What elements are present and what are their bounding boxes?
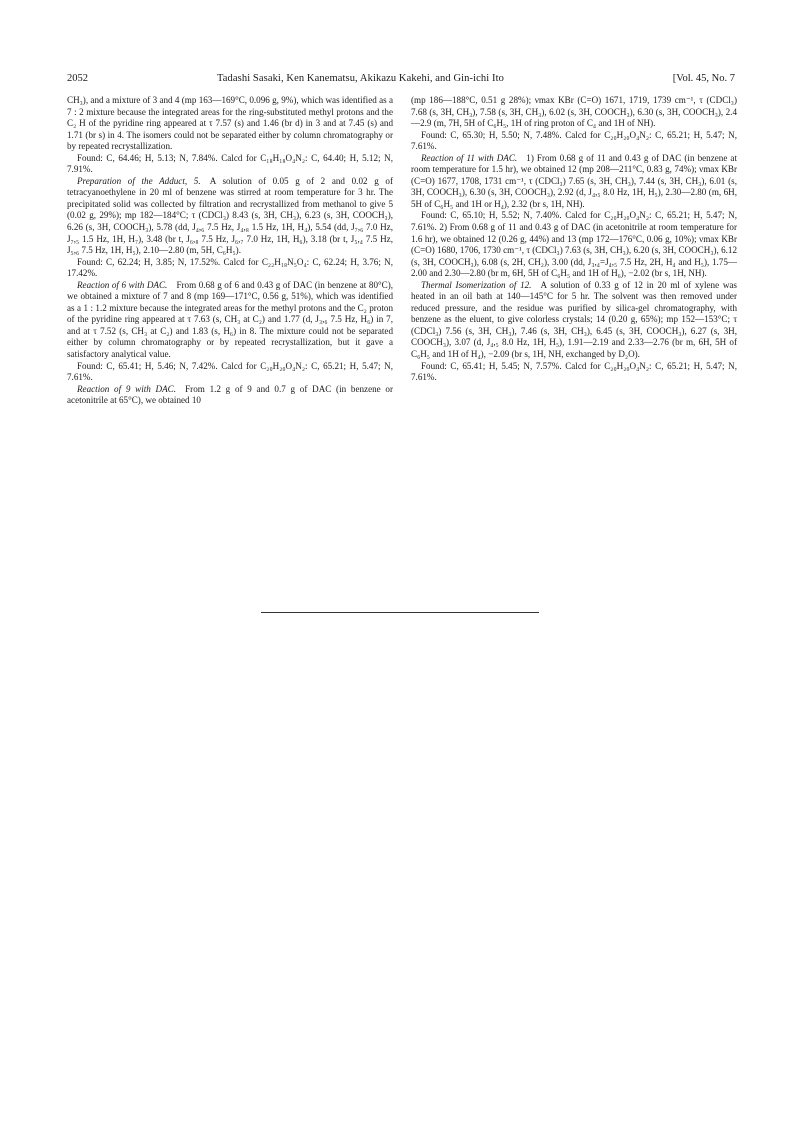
section-heading: Thermal Isomerization of 12. [421, 279, 532, 290]
paragraph-text: (mp 186—188°C, 0.51 g 28%); νmax KBr (C=O) 1671, 1719, 1739 cm⁻¹, τ (CDCl₃) 7.68 (s, 3H, CH₃), 7.58 (s, 3H, CH₃), 6.02 (s, 3H, COOCH₃), 6.30 (s, 3H, COOCH₃), 2.4—2.9 (m, 7H, 5H of C₆H₅, 1H of ring proton of C₄ and 1H of NH). [411, 95, 737, 129]
left-column [67, 95, 393, 407]
page-number: 2052 [67, 73, 88, 84]
paragraph-text: 1) From 0.68 g of 11 and 0.43 g of DAC (in benzene at room temperature for 1.5 hr), we obtained 12 (mp 208—211°C, 0.83 g, 74%); νmax KBr (C=O) 1677, 1708, 1731 cm⁻¹, τ (CDCl₃) 7.65 (s, 3H, CH₃), 7.44 (s, 3H, CH₃), 6.01 (s, 3H, COOCH₃), 6.30 (s, 3H, COOCH₃), 2.92 (d, J₄,₅ 8.0 Hz, 1H, H₅), 2.30—2.80 (m, 6H, 5H of C₆H₅ and 1H or H₄), 2.32 (br s, 1H, NH). [411, 152, 737, 209]
paragraph-text: From 1.2 g of 9 and 0.7 g of DAC (in benzene or acetonitrile at 65°C), we obtained 10 [67, 383, 393, 406]
section-heading: Preparation of the Adduct, 5. [77, 175, 201, 186]
section-heading: Reaction of 11 with DAC. [421, 152, 518, 163]
section-heading: Reaction of 9 with DAC. [77, 383, 177, 394]
end-rule [261, 612, 539, 613]
paragraph [67, 280, 393, 361]
paragraph [67, 361, 393, 384]
paragraph-text: Found: C, 65.30; H, 5.50; N, 7.48%. Calcd for C₂₀H₂₀O₄N₂: C, 65.21; H, 5.47; N, 7.61%. [411, 129, 737, 152]
paragraph [411, 361, 737, 384]
paragraph-text: A solution of 0.33 g of 12 in 20 ml of xylene was heated in an oil bath at 140—145°C for 5 hr. The solvent was then removed under reduced pressure, and the residue was purified by silica-gel chromatography, with benzene as the eluent, to give colorless crystals; 14 (0.20 g, 65%); mp 152—153°C; τ (CDCl₃) 7.56 (s, 3H, CH₃), 7.46 (s, 3H, CH₃), 6.45 (s, 3H, COOCH₃), 6.27 (s, 3H, COOCH₃), 3.07 (d, J₄,₅ 8.0 Hz, 1H, H₅), 1.91—2.19 and 2.33—2.76 (br m, 6H, 5H of C₆H₅ and 1H of H₄), −2.09 (br s, 1H, NH, exchanged by D₂O). [411, 279, 737, 360]
paragraph [67, 176, 393, 257]
author-line: Tadashi Sasaki, Ken Kanematsu, Akikazu Kakehi, and Gin-ichi Ito [217, 73, 504, 84]
paragraph [67, 257, 393, 280]
paragraph-text: A solution of 0.05 g of 2 and 0.02 g of tetracyanoethylene in 20 ml of benzene was stirred at room temperature for 3 hr. The precipitated solid was collected by filtration and recrystallized from methanol to give 5 (0.02 g, 29%); mp 182—184°C; τ (CDCl₃) 8.43 (s, 3H, CH₃), 6.23 (s, 3H, COOCH₃), 6.26 (s, 3H, COOCH₃), 5.78 (dd, J₄,₆ 7.5 Hz, J₄,₈ 1.5 Hz, 1H, H₄), 5.54 (dd, J₇,₆ 7.0 Hz, J₇,₅ 1.5 Hz, 1H, H₇), 3.48 (br t, J₆,₈ 7.5 Hz, J₆,₇ 7.0 Hz, 1H, H₆), 3.18 (br t, J₅,₄ 7.5 Hz, J₅,₆ 7.5 Hz, 1H, H₅), 2.10—2.80 (m, 5H, C₆H₅). [67, 175, 393, 256]
paragraph-text: Found: C, 65.10; H, 5.52; N, 7.40%. Calcd for C₂₀H₂₀O₄N₂: C, 65.21; H, 5.47; N, 7.61%. 2) From 0.68 g of 11 and 0.43 g of DAC (in acetonitrile at room temperature for 1.6 hr), we obtained 12 (0.26 g, 44%) and 13 (mp 172—176°C, 0.06 g, 10%); νmax KBr (C=O) 1680, 1706, 1730 cm⁻¹, τ (CDCl₃) 7.63 (s, 3H, CH₃), 6.20 (s, 3H, COOCH₃), 6.12 (s, 3H, COOCH₃), 6.08 (s, 2H, CH₂), 3.00 (dd, J₃,₄=J₄,₅ 7.5 Hz, 2H, H₄ and H₅), 1.75—2.00 and 2.30—2.80 (br m, 6H, 5H of C₆H₅ and 1H of H₆), −2.02 (br s, 1H, NH). [411, 210, 737, 279]
paragraph-text: Found: C, 64.46; H, 5.13; N, 7.84%. Calcd for C₁₈H₁₈O₄N₂: C, 64.40; H, 5.12; N, 7.91%. [67, 152, 393, 175]
paragraph [411, 153, 737, 211]
paragraph [67, 384, 393, 407]
paragraph-text: Found: C, 65.41; H, 5.46; N, 7.42%. Calcd for C₂₀H₂₀O₄N₂: C, 65.21; H, 5.47; N, 7.61%. [67, 360, 393, 383]
volume-info: [Vol. 45, No. 7 [672, 73, 735, 84]
paragraph-text: Found: C, 62.24; H, 3.85; N, 17.52%. Calcd for C₂₂H₁₈N₅O₄: C, 62.24; H, 3.76; N, 17.42%. [67, 256, 393, 279]
right-column [411, 95, 737, 384]
paragraph [411, 210, 737, 279]
paragraph-text: From 0.68 g of 6 and 0.43 g of DAC (in benzene at 80°C), we obtained a mixture of 7 and 8 (mp 169—171°C, 0.56 g, 51%), which was identified as a 1 : 1.2 mixture because the integrated areas for the methyl protons and the C₂ proton of the pyridine ring appeared at τ 7.63 (s, CH₃ at C₂) and 1.77 (d, J₃,₆ 7.5 Hz, H₆) in 7, and at τ 7.52 (s, CH₃ at C₂) and 1.83 (s, H₆) in 8. The mixture could not be separated either by column chromatography or by repeated recrystallization, but it gave a satisfactory analytical value. [67, 279, 393, 360]
paragraph-text: CH₃), and a mixture of 3 and 4 (mp 163—169°C, 0.096 g, 9%), which was identified as a 7 : 2 mixture because the integrated areas for the ring-substituted methyl protons and the C₂ H of the pyridine ring appeared at τ 7.57 (s) and 1.46 (br d) in 3 and at 7.45 (s) and 1.71 (br s) in 4. The isomers could not be separated either by column chromatography or by repeated recrystallization. [67, 95, 393, 152]
section-heading: Reaction of 6 with DAC. [77, 279, 168, 290]
paragraph [411, 95, 737, 130]
paragraph-text: Found: C, 65.41; H, 5.45; N, 7.57%. Calcd for C₂₀H₂₀O₄N₂: C, 65.21; H, 5.47; N, 7.61%. [411, 360, 737, 383]
paragraph [67, 153, 393, 176]
paragraph [411, 280, 737, 361]
paragraph [67, 95, 393, 153]
paragraph [411, 130, 737, 153]
running-header [67, 72, 735, 86]
